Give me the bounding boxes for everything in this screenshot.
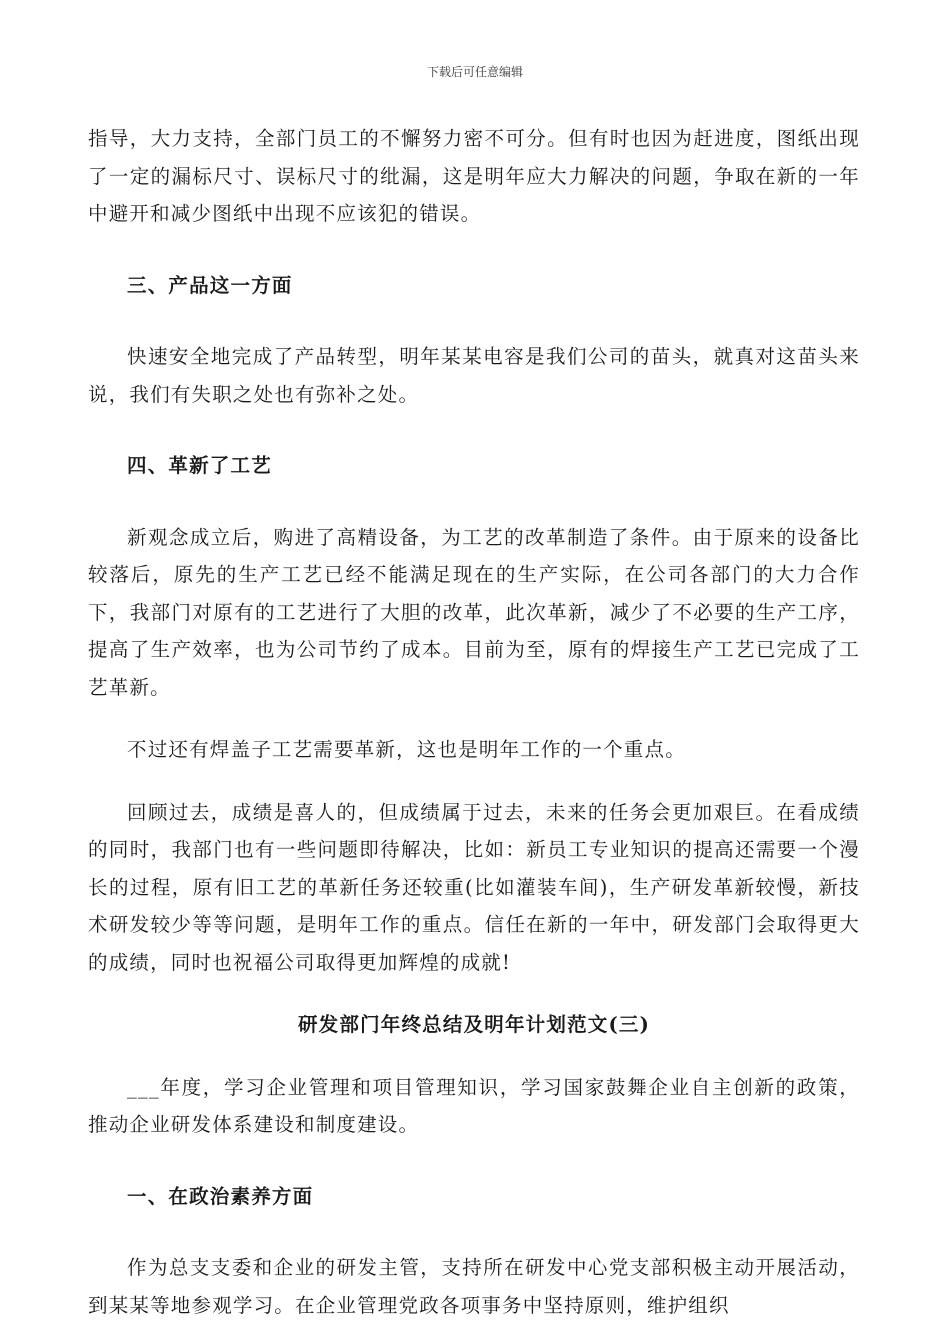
paragraph-annual: ___年度，学习企业管理和项目管理知识，学习国家鼓舞企业自主创新的政策，推动企业研发体系建设和制度建设。	[88, 1075, 860, 1136]
section-heading-politics: 一、在政治素养方面	[127, 1184, 314, 1208]
paragraph-politics: 作为总支支委和企业的研发主管，支持所在研发中心党支部积极主动开展活动，到某某等地参观学习。在企业管理党政各项事务中坚持原则，维护组织	[88, 1256, 860, 1317]
paragraph-welding: 不过还有焊盖子工艺需要革新，这也是明年工作的一个重点。	[127, 738, 686, 761]
page-header: 下载后可任意编辑	[426, 65, 523, 79]
article-title: 研发部门年终总结及明年计划范文(三)	[297, 1013, 651, 1036]
paragraph-products: 快速安全地完成了产品转型，明年某某电容是我们公司的苗头，就真对这苗头来说，我们有失职之处也有弥补之处。	[88, 345, 860, 406]
paragraph-review: 回顾过去，成绩是喜人的，但成绩属于过去，未来的任务会更加艰巨。在看成绩的同时，我部门也有一些问题即待解决，比如：新员工专业知识的提高还需要一个漫长的过程，原有旧工艺的革新任务还较重(比如灌装车间)，生产研发革新较慢，新技术研发较少等等问题，是明年工作的重点。信任在新的一年中，研发部门会取得更大的成绩，同时也祝福公司取得更加辉煌的成就!	[88, 800, 860, 974]
paragraph-continuation: 指导，大力支持，全部门员工的不懈努力密不可分。但有时也因为赶进度，图纸出现了一定的漏标尺寸、误标尺寸的纰漏，这是明年应大力解决的问题，争取在新的一年中避开和减少图纸中出现不应该犯的错误。	[88, 127, 860, 225]
section-heading-products: 三、产品这一方面	[127, 273, 293, 297]
paragraph-process: 新观念成立后，购进了高精设备，为工艺的改革制造了条件。由于原来的设备比较落后，原先的生产工艺已经不能满足现在的生产实际，在公司各部门的大力合作下，我部门对原有的工艺进行了大胆的改革，此次革新，减少了不必要的生产工序，提高了生产效率，也为公司节约了成本。目前为至，原有的焊接生产工艺已完成了工艺革新。	[88, 525, 860, 699]
document-body	[88, 120, 860, 1324]
section-heading-process: 四、革新了工艺	[127, 454, 272, 477]
